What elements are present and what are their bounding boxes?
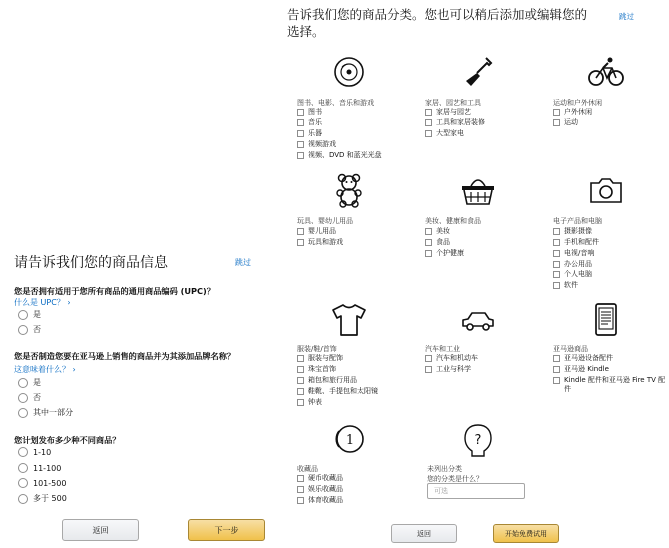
tshirt-icon — [329, 302, 369, 338]
checkbox[interactable] — [425, 130, 432, 137]
checkbox[interactable] — [425, 355, 432, 362]
checkbox[interactable] — [553, 355, 560, 362]
upc-help-link[interactable]: 什么是 UPC？ › — [14, 298, 71, 307]
teddy-bear-icon — [329, 172, 369, 208]
checkbox[interactable] — [553, 119, 560, 126]
checkbox-phones[interactable]: 手机和配件 — [553, 238, 599, 247]
question-icon — [458, 422, 498, 458]
product-info-panel — [0, 0, 283, 548]
checkbox-home-garden[interactable]: 家居与园艺 — [425, 108, 471, 117]
checkbox-shoes[interactable]: 鞋靴、手提包和太阳镜 — [297, 387, 378, 396]
checkbox-sports-collectibles[interactable]: 体育收藏品 — [297, 496, 343, 505]
radio-button[interactable] — [18, 393, 28, 403]
checkbox-watches[interactable]: 钟表 — [297, 398, 322, 407]
disc-icon — [329, 54, 369, 90]
checkbox-beauty[interactable]: 美妆 — [425, 227, 450, 236]
category-title-beauty: 美妆、健康和食品 — [425, 217, 481, 225]
category-title: 告诉我们您的商品分类。您也可以稍后添加或编辑您的选择。 — [287, 7, 588, 39]
checkbox[interactable] — [425, 109, 432, 116]
checkbox[interactable] — [425, 250, 432, 257]
radio-button[interactable] — [18, 447, 28, 457]
checkbox-camera[interactable]: 摄影摄像 — [553, 227, 592, 236]
back-button[interactable]: 返回 — [62, 519, 139, 541]
checkbox-health[interactable]: 个护健康 — [425, 249, 464, 258]
radio-button[interactable] — [18, 478, 28, 488]
brand-question: 您是否制造您要在亚马逊上销售的商品并为其添加品牌名称？ — [14, 351, 236, 361]
category-title-electronics: 电子产品和电脑 — [553, 217, 602, 225]
skip-link[interactable]: 跳过 — [619, 12, 634, 21]
checkbox-tv-audio[interactable]: 电视/音响 — [553, 249, 594, 258]
checkbox[interactable] — [297, 239, 304, 246]
checkbox[interactable] — [553, 261, 560, 268]
quantity-option-3[interactable]: 101-500 — [18, 478, 66, 488]
upc-option-no[interactable]: 否 — [18, 324, 41, 335]
quantity-question: 您计划发布多少种不同商品？ — [14, 435, 121, 445]
checkbox-luggage[interactable]: 箱包和旅行用品 — [297, 376, 357, 385]
checkbox-grocery[interactable]: 食品 — [425, 238, 450, 247]
checkbox[interactable] — [297, 388, 304, 395]
brand-option-some[interactable]: 其中一部分 — [18, 407, 73, 418]
radio-button[interactable] — [18, 378, 28, 388]
car-icon — [458, 302, 498, 338]
category-panel — [287, 0, 669, 548]
radio-button[interactable] — [18, 325, 28, 335]
brand-option-yes[interactable]: 是 — [18, 377, 41, 388]
checkbox-industrial[interactable]: 工业与科学 — [425, 365, 471, 374]
checkbox[interactable] — [553, 271, 560, 278]
kindle-icon — [586, 302, 626, 338]
quantity-option-4[interactable]: 多于 500 — [18, 493, 67, 504]
checkbox[interactable] — [297, 399, 304, 406]
checkbox-instruments[interactable]: 乐器 — [297, 129, 322, 138]
start-free-trial-button[interactable]: 开始免费试用 — [493, 524, 559, 543]
checkbox[interactable] — [553, 228, 560, 235]
checkbox[interactable] — [297, 475, 304, 482]
checkbox-outdoors[interactable]: 户外休闲 — [553, 108, 592, 117]
category-title-collectibles: 收藏品 — [297, 465, 318, 473]
brand-option-no[interactable]: 否 — [18, 392, 41, 403]
checkbox[interactable] — [553, 109, 560, 116]
checkbox[interactable] — [297, 355, 304, 362]
checkbox-appliances[interactable]: 大型家电 — [425, 129, 464, 138]
radio-button[interactable] — [18, 494, 28, 504]
checkbox[interactable] — [553, 250, 560, 257]
coin-icon — [329, 422, 369, 458]
svg-text:1: 1 — [345, 433, 355, 448]
checkbox-kindle[interactable]: 亚马逊 Kindle — [553, 365, 609, 374]
checkbox-office[interactable]: 办公用品 — [553, 260, 592, 269]
shovel-icon — [458, 54, 498, 90]
category-title-books: 图书、电影、音乐和游戏 — [297, 99, 374, 107]
basket-icon — [458, 172, 498, 208]
quantity-option-2[interactable]: 11-100 — [18, 463, 61, 473]
brand-help-link[interactable]: 这意味着什么？ › — [14, 365, 76, 374]
back-button[interactable]: 返回 — [391, 524, 457, 543]
checkbox-toys-games[interactable]: 玩具和游戏 — [297, 238, 343, 247]
checkbox[interactable] — [297, 141, 304, 148]
checkbox-clothing[interactable]: 服装与配饰 — [297, 354, 343, 363]
page-title: 请告诉我们您的商品信息 — [14, 255, 168, 271]
checkbox[interactable] — [297, 366, 304, 373]
checkbox-video-games[interactable]: 视频游戏 — [297, 140, 336, 149]
checkbox[interactable] — [425, 228, 432, 235]
upc-question: 您是否拥有适用于您所有商品的通用商品编码 (UPC)？ — [14, 286, 215, 296]
upc-option-yes[interactable]: 是 — [18, 309, 41, 320]
checkbox-entertainment-collectibles[interactable]: 娱乐收藏品 — [297, 485, 343, 494]
checkbox-video-dvd[interactable]: 视频、DVD 和蓝光光盘 — [297, 151, 382, 160]
checkbox[interactable] — [297, 152, 304, 159]
other-category-input[interactable] — [427, 483, 525, 499]
skip-link[interactable]: 跳过 — [235, 258, 251, 267]
checkbox-baby[interactable]: 婴儿用品 — [297, 227, 336, 236]
checkbox[interactable] — [297, 486, 304, 493]
category-title-amazon-devices: 亚马逊商品 — [553, 345, 588, 353]
checkbox[interactable] — [297, 130, 304, 137]
checkbox-automotive[interactable]: 汽车和机动车 — [425, 354, 478, 363]
next-button[interactable]: 下一步 — [188, 519, 265, 541]
category-title-apparel: 服装/鞋/首饰 — [297, 345, 337, 353]
checkbox[interactable] — [553, 239, 560, 246]
checkbox[interactable] — [297, 119, 304, 126]
checkbox-pc[interactable]: 个人电脑 — [553, 270, 592, 279]
camera-icon — [586, 172, 626, 208]
checkbox[interactable] — [425, 119, 432, 126]
checkbox-software[interactable]: 软件 — [553, 281, 578, 290]
checkbox[interactable] — [297, 497, 304, 504]
checkbox-coins[interactable]: 硬币收藏品 — [297, 474, 343, 483]
radio-button[interactable] — [18, 310, 28, 320]
checkbox-books[interactable]: 图书 — [297, 108, 322, 117]
svg-text:?: ? — [474, 433, 482, 448]
checkbox[interactable] — [553, 377, 560, 384]
checkbox[interactable] — [425, 239, 432, 246]
category-title-auto: 汽车和工业 — [425, 345, 460, 353]
checkbox[interactable] — [297, 228, 304, 235]
checkbox-music[interactable]: 音乐 — [297, 118, 322, 127]
category-title-unlisted: 未列出分类 — [427, 465, 462, 473]
bicycle-icon — [586, 54, 626, 90]
checkbox[interactable] — [297, 377, 304, 384]
radio-button[interactable] — [18, 463, 28, 473]
category-title-toys: 玩具、婴幼儿用品 — [297, 217, 353, 225]
other-category-label: 您的分类是什么？ — [427, 475, 483, 483]
checkbox[interactable] — [553, 366, 560, 373]
quantity-option-1[interactable]: 1-10 — [18, 447, 51, 457]
checkbox[interactable] — [425, 366, 432, 373]
radio-button[interactable] — [18, 408, 28, 418]
category-title-sports: 运动和户外休闲 — [553, 99, 602, 107]
checkbox-jewelry[interactable]: 珠宝首饰 — [297, 365, 336, 374]
checkbox[interactable] — [297, 109, 304, 116]
checkbox-kindle-accessories[interactable]: Kindle 配件和亚马逊 Fire TV 配件 — [553, 376, 669, 394]
checkbox[interactable] — [553, 282, 560, 289]
checkbox-sports[interactable]: 运动 — [553, 118, 578, 127]
checkbox-device-accessories[interactable]: 亚马逊设备配件 — [553, 354, 613, 363]
checkbox-tools[interactable]: 工具和家居装修 — [425, 118, 485, 127]
category-title-home: 家居、园艺和工具 — [425, 99, 481, 107]
